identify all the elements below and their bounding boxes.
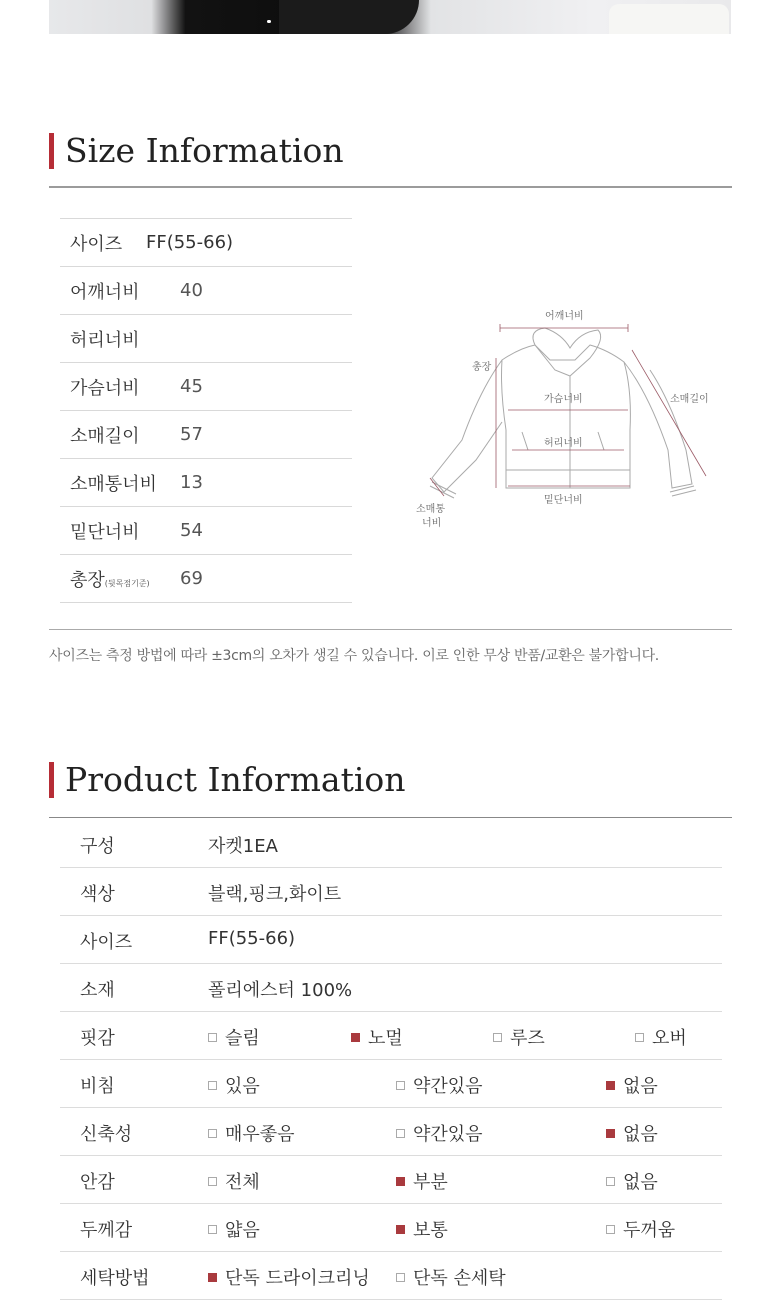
option-none — [606, 1168, 658, 1194]
size-label-text: 총장 — [70, 569, 105, 591]
checkbox-checked-icon — [606, 1129, 615, 1138]
table-row — [60, 964, 722, 1012]
option-text: 없음 — [623, 1124, 658, 1145]
option-none — [606, 1072, 658, 1098]
section-divider — [49, 186, 732, 188]
option-hand-wash — [396, 1264, 506, 1290]
option-normal — [396, 1216, 448, 1242]
option-loose — [493, 1024, 545, 1050]
size-table — [60, 218, 352, 603]
size-value: 13 — [180, 472, 203, 493]
option-text: 두꺼움 — [623, 1220, 676, 1241]
row-label: 색상 — [80, 884, 115, 905]
option-thin — [208, 1216, 260, 1242]
row-label: 소재 — [80, 980, 115, 1001]
option-text: 노멀 — [368, 1028, 403, 1049]
row-label: 사이즈 — [80, 932, 133, 953]
option-normal — [351, 1024, 403, 1050]
option-text: 얇음 — [225, 1220, 260, 1241]
table-row — [60, 1012, 722, 1060]
checkbox-icon — [208, 1081, 217, 1090]
option-text: 단독 드라이크리닝 — [225, 1268, 370, 1289]
size-label — [70, 566, 150, 592]
diagram-label-waist: 허리너비 — [544, 438, 583, 449]
option-slightly — [396, 1072, 483, 1098]
option-thick — [606, 1216, 675, 1242]
option-text: 슬림 — [225, 1028, 260, 1049]
diagram-label-length: 총장 — [472, 362, 492, 373]
jacket-shape — [279, 0, 419, 34]
option-none — [606, 1120, 658, 1146]
checkbox-icon — [208, 1033, 217, 1042]
option-partial — [396, 1168, 448, 1194]
size-value: 40 — [180, 280, 203, 301]
option-text: 약간있음 — [413, 1124, 483, 1145]
option-text: 있음 — [225, 1076, 260, 1097]
checkbox-icon — [606, 1225, 615, 1234]
size-label: 사이즈 — [70, 233, 123, 255]
option-slim — [208, 1024, 260, 1050]
table-row — [60, 1060, 722, 1108]
checkbox-icon — [208, 1225, 217, 1234]
row-value: 블랙,핑크,화이트 — [208, 884, 342, 905]
table-row — [60, 1252, 722, 1300]
jacket-measurement-diagram — [410, 300, 730, 540]
size-value: 69 — [180, 568, 203, 589]
row-label: 신축성 — [80, 1124, 133, 1145]
table-row — [60, 820, 722, 868]
section-divider — [49, 817, 732, 818]
size-label: 어깨너비 — [70, 281, 140, 303]
option-slightly — [396, 1120, 483, 1146]
photo-detail — [267, 20, 271, 23]
table-row — [60, 1108, 722, 1156]
row-label: 두께감 — [80, 1220, 133, 1241]
checkbox-icon — [208, 1129, 217, 1138]
row-label: 비침 — [80, 1076, 115, 1097]
checkbox-checked-icon — [208, 1273, 217, 1282]
option-text: 보통 — [413, 1220, 448, 1241]
row-label: 안감 — [80, 1172, 115, 1193]
checkbox-icon — [606, 1177, 615, 1186]
product-information-title: Product Information — [49, 762, 747, 798]
table-row — [60, 1204, 722, 1252]
diagram-label-cuff-2: 너비 — [422, 518, 442, 529]
option-very-good — [208, 1120, 295, 1146]
table-row — [60, 868, 722, 916]
diagram-label-shoulder: 어깨너비 — [545, 311, 584, 322]
option-text: 부분 — [413, 1172, 448, 1193]
diagram-label-hem: 밑단너비 — [544, 495, 583, 506]
option-text: 오버 — [652, 1028, 687, 1049]
checkbox-checked-icon — [351, 1033, 360, 1042]
product-info-table — [60, 820, 722, 1300]
checkbox-checked-icon — [606, 1081, 615, 1090]
option-over — [635, 1024, 687, 1050]
checkbox-icon — [635, 1033, 644, 1042]
size-table-row — [60, 507, 352, 555]
size-information-title: Size Information — [49, 133, 747, 169]
size-table-row — [60, 459, 352, 507]
row-label: 핏감 — [80, 1028, 115, 1049]
size-value: 54 — [180, 520, 203, 541]
checkbox-icon — [396, 1273, 405, 1282]
size-label: 소매길이 — [70, 425, 140, 447]
size-label: 밑단너비 — [70, 521, 140, 543]
diagram-label-cuff-1: 소매통 — [416, 504, 445, 515]
option-text: 없음 — [623, 1076, 658, 1097]
option-yes — [208, 1072, 260, 1098]
size-label-sub: (뒷목점기준) — [104, 578, 150, 588]
checkbox-icon — [396, 1081, 405, 1090]
photo-background-object — [609, 4, 729, 34]
size-value: 57 — [180, 424, 203, 445]
option-dry-clean — [208, 1264, 370, 1290]
size-disclaimer: 사이즈는 측정 방법에 따라 ±3cm의 오차가 생길 수 있습니다. 이로 인한 무상 반품/교환은 불가합니다. — [49, 648, 659, 664]
size-label: 허리너비 — [70, 329, 140, 351]
checkbox-icon — [396, 1129, 405, 1138]
option-text: 전체 — [225, 1172, 260, 1193]
product-photo — [49, 0, 731, 34]
checkbox-checked-icon — [396, 1225, 405, 1234]
table-row — [60, 1156, 722, 1204]
checkbox-checked-icon — [396, 1177, 405, 1186]
size-table-row — [60, 363, 352, 411]
checkbox-icon — [493, 1033, 502, 1042]
size-table-row — [60, 315, 352, 363]
table-row — [60, 916, 722, 964]
row-value: FF(55-66) — [208, 928, 296, 949]
diagram-label-sleeve: 소매길이 — [670, 394, 709, 405]
option-text: 없음 — [623, 1172, 658, 1193]
size-table-row — [60, 267, 352, 315]
size-table-row — [60, 555, 352, 603]
option-text: 단독 손세탁 — [413, 1268, 506, 1289]
size-label: 소매통너비 — [70, 473, 157, 495]
option-text: 약간있음 — [413, 1076, 483, 1097]
diagram-label-chest: 가슴너비 — [544, 394, 583, 405]
size-value: 45 — [180, 376, 203, 397]
size-table-row — [60, 219, 352, 267]
row-label: 세탁방법 — [80, 1268, 150, 1289]
row-value: 폴리에스터 100% — [208, 980, 353, 1001]
size-value: FF(55-66) — [146, 232, 234, 253]
checkbox-icon — [208, 1177, 217, 1186]
row-label: 구성 — [80, 836, 115, 857]
option-full — [208, 1168, 260, 1194]
option-text: 루즈 — [510, 1028, 545, 1049]
size-label: 가슴너비 — [70, 377, 140, 399]
section-divider — [49, 629, 732, 630]
row-value: 자켓1EA — [208, 836, 278, 857]
size-table-row — [60, 411, 352, 459]
option-text: 매우좋음 — [225, 1124, 295, 1145]
